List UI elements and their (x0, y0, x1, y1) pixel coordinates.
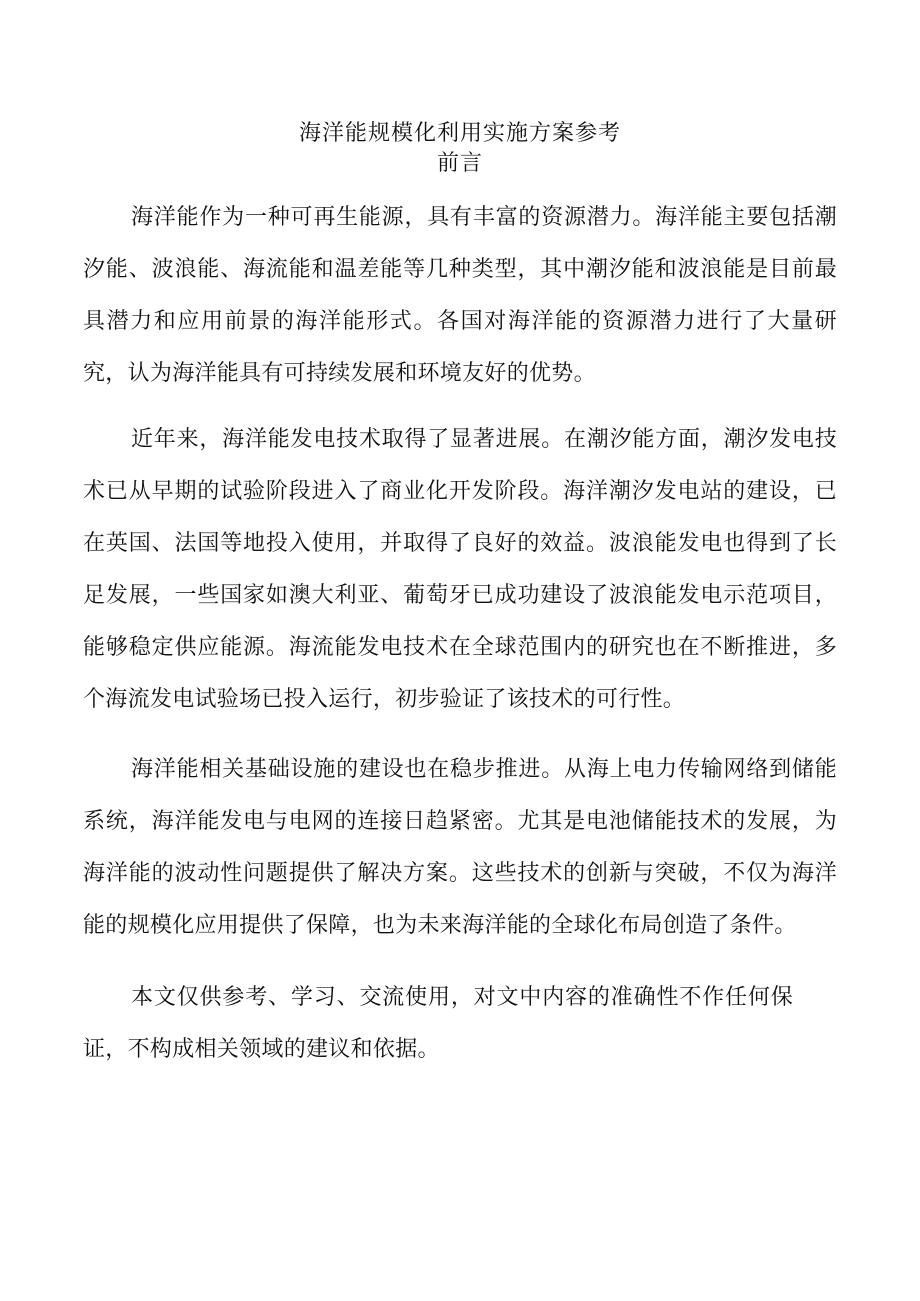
document-title: 海洋能规模化利用实施方案参考 (298, 121, 621, 146)
paragraph-1: 海洋能作为一种可再生能源，具有丰富的资源潜力。海洋能主要包括潮汐能、波浪能、海流能和温差能等几种类型，其中潮汐能和波浪能是目前最具潜力和应用前景的海洋能形式。各国对海洋能的资源潜力进行了大量研究，认为海洋能具有可持续发展和环境友好的优势。 (83, 205, 837, 386)
paragraph-2: 近年来，海洋能发电技术取得了显著进展。在潮汐能方面，潮汐发电技术已从早期的试验阶段进入了商业化开发阶段。海洋潮汐发电站的建设，已在英国、法国等地投入使用，并取得了良好的效益。波浪能发电也得到了长足发展，一些国家如澳大利亚、葡萄牙已成功建设了波浪能发电示范项目，能够稳定供应能源。海流能发电技术在全球范围内的研究也在不断推进，多个海流发电试验场已投入运行，初步验证了该技术的可行性。 (83, 427, 837, 712)
disclaimer-paragraph: 本文仅供参考、学习、交流使用，对文中内容的准确性不作任何保证，不构成相关领域的建议和依据。 (83, 985, 793, 1062)
paragraph-3: 海洋能相关基础设施的建设也在稳步推进。从海上电力传输网络到储能系统，海洋能发电与电网的连接日趋紧密。尤其是电池储能技术的发展，为海洋能的波动性问题提供了解决方案。这些技术的创新与突破，不仅为海洋能的规模化应用提供了保障，也为未来海洋能的全球化布局创造了条件。 (83, 757, 837, 938)
section-heading-preface: 前言 (436, 151, 483, 176)
